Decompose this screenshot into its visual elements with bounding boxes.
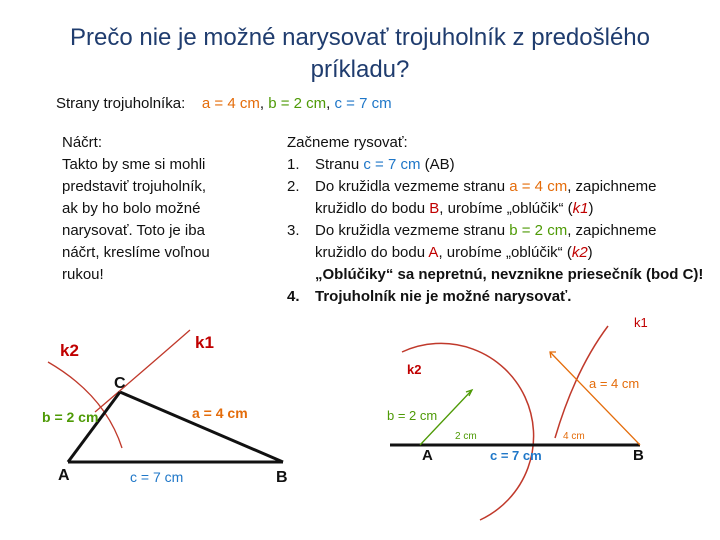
sketch-label-k2: k2	[60, 341, 79, 360]
sketch-line: ak by ho bolo možné	[62, 200, 201, 217]
step-text: , zapichneme kružidlo do bodu	[315, 222, 657, 261]
construction-point-a: A	[422, 447, 433, 464]
sketch-line: narysovať. Toto je iba	[62, 222, 205, 239]
step-arc-k2: k2	[571, 244, 588, 261]
construction-label-b: b = 2 cm	[387, 408, 438, 423]
sketch-line: predstaviť trojuholník,	[62, 178, 207, 195]
construction-tick-4cm: 4 cm	[563, 431, 585, 442]
sketch-figure	[42, 330, 288, 486]
sketch-point-c: C	[114, 375, 126, 392]
step-side-c: c = 7 cm	[363, 156, 421, 173]
step-text: , urobíme „oblúčik“ (	[438, 244, 572, 261]
step-text: , zapichneme kružidlo do bodu	[315, 178, 657, 217]
step-text: , urobíme „oblúčik“ (	[439, 200, 573, 217]
sketch-side-a	[120, 392, 283, 462]
sketch-line: Takto by sme si mohli	[62, 156, 206, 173]
step-side-b: b = 2 cm	[509, 222, 568, 239]
step-text: Do kružidla vezmeme stranu	[315, 178, 510, 195]
construction-label-k2: k2	[407, 362, 422, 377]
side-b-value: b = 2 cm	[268, 95, 327, 112]
sketch-point-b: B	[276, 469, 288, 486]
construction-label-a: a = 4 cm	[589, 376, 640, 391]
step-note: „Oblúčiky“ sa nepretnú, nevznikne priesečník (bod C)!	[315, 266, 704, 283]
sketch-line: náčrt, kreslíme voľnou	[62, 244, 210, 261]
step-text: )	[587, 244, 593, 261]
step-number: 2.	[287, 178, 300, 195]
sketch-line: rukou!	[62, 266, 104, 283]
side-a-value: a = 4 cm	[201, 95, 260, 112]
sketch-point-a: A	[58, 467, 70, 484]
sides-separator: ,	[326, 95, 331, 112]
construction-figure	[387, 315, 648, 520]
step-text: Do kružidla vezmeme stranu	[315, 222, 510, 239]
construction-point-b: B	[633, 447, 644, 464]
step-text: Stranu	[315, 156, 364, 173]
steps-heading: Začneme rysovať:	[287, 134, 408, 151]
sides-label: Strany trojuholníka:	[56, 95, 186, 112]
side-c-value: c = 7 cm	[334, 95, 392, 112]
sketch-label-a: a = 4 cm	[192, 405, 248, 421]
step-number: 3.	[287, 222, 300, 239]
sketch-label-c: c = 7 cm	[130, 469, 184, 485]
construction-label-c: c = 7 cm	[490, 448, 542, 463]
sketch-heading: Náčrt:	[62, 134, 103, 151]
step-text: Trojuholník nie je možné narysovať.	[315, 288, 572, 305]
step-number: 4.	[287, 288, 300, 305]
step-point-b: B	[429, 200, 440, 217]
sketch-side-b	[68, 392, 120, 462]
construction-label-k1: k1	[634, 315, 648, 330]
step-point-a: A	[428, 244, 439, 261]
step-text: )	[588, 200, 594, 217]
step-side-a: a = 4 cm	[509, 178, 568, 195]
slide-title: Prečo nie je možné narysovať trojuholník z predošlého príkladu?	[70, 24, 650, 83]
sides-separator: ,	[259, 95, 265, 112]
sketch-label-k1: k1	[195, 333, 214, 352]
step-arc-k1: k1	[572, 200, 589, 217]
sketch-label-b: b = 2 cm	[42, 409, 99, 425]
sketch-arc-k1	[95, 330, 190, 412]
construction-tick-2cm: 2 cm	[455, 431, 477, 442]
step-text: (AB)	[420, 156, 455, 173]
step-number: 1.	[287, 156, 300, 173]
